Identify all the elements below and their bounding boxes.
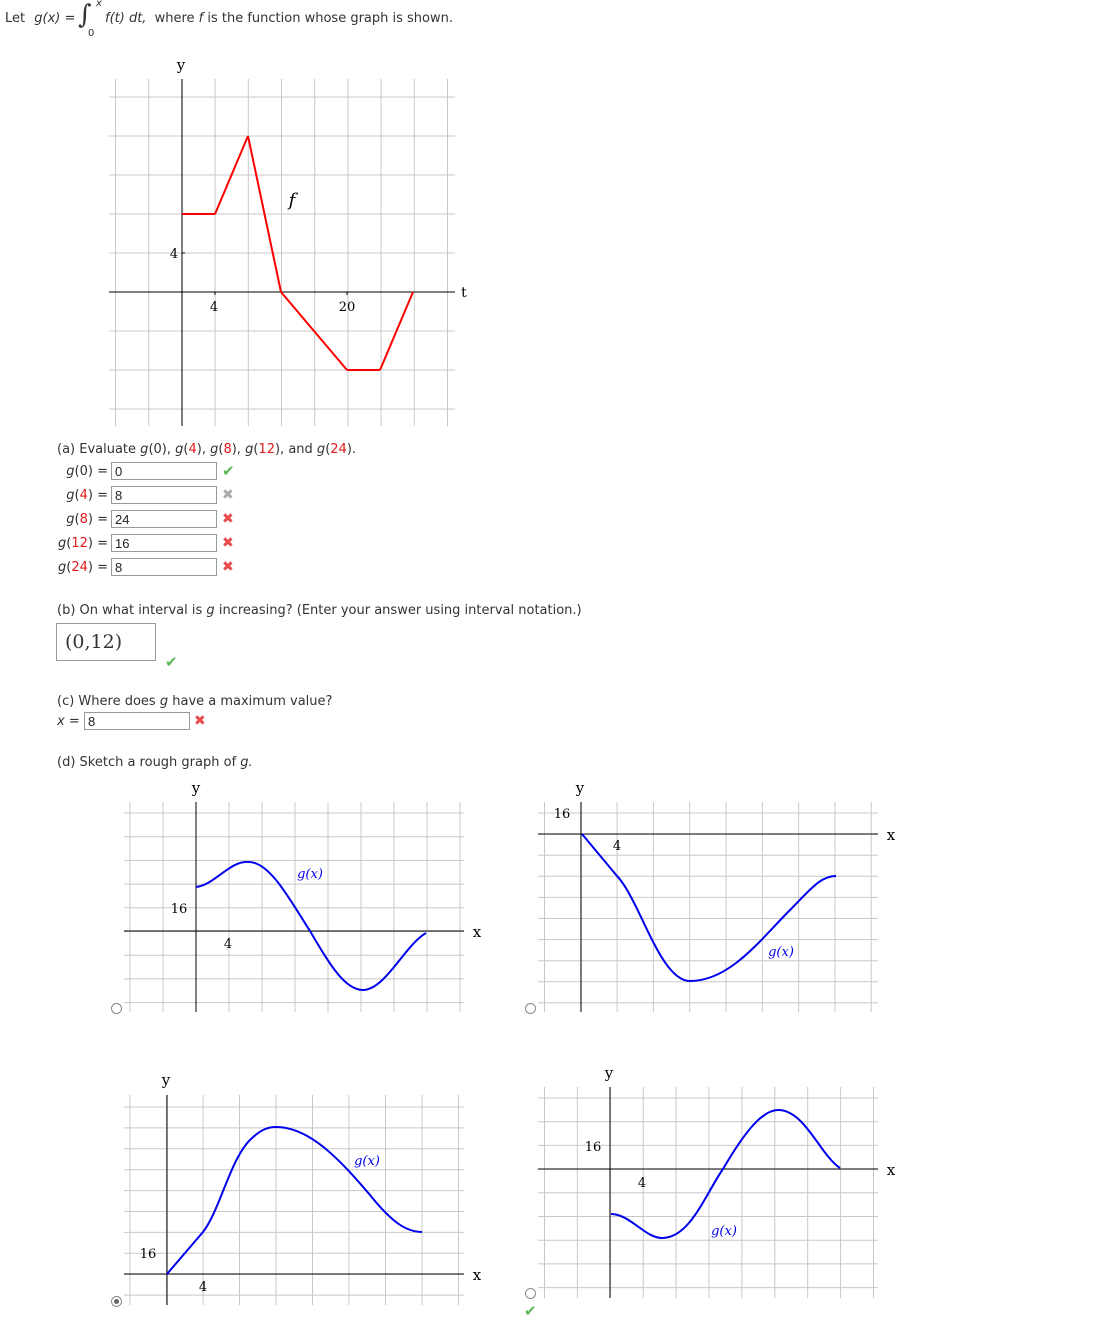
where-text: where [154,11,195,26]
f-graph [100,50,480,430]
integral-upper-limit: x [96,0,102,9]
arg: 12 [258,442,275,457]
integral-sign: ∫ [78,0,92,30]
arg: 24 [330,442,347,457]
choice-radio-2[interactable] [525,1003,536,1014]
incorrect-x-icon-gray: ✖ [222,487,234,503]
g-curve [611,1110,840,1238]
x-tick-label: 20 [338,300,356,315]
x-tick-label: 4 [198,1280,208,1295]
problem-statement [5,11,75,26]
rest-text: is the function whose graph is shown. [207,11,453,26]
let-text: Let [5,11,26,26]
choice-graph-1[interactable] [100,775,500,1025]
curve-label: g(x) [768,945,794,960]
incorrect-x-icon: ✖ [222,559,234,575]
y-axis-label: y [176,56,186,74]
part-c-prompt [57,694,332,709]
x-axis-label: x [886,1161,896,1179]
part-d-prompt [57,755,253,770]
interval-answer-box[interactable]: (0,12) [56,623,156,661]
arg: 4 [188,442,197,457]
part-b-text: (b) On what interval is [57,603,203,618]
y-tick-label: 16 [170,902,188,917]
arg: 24 [71,560,88,575]
t-axis-label: t [461,285,467,301]
arg: 0 [153,442,162,457]
part-a-prompt: (a) Evaluate g(0), g(4), g(8), g(12), and g(24). [57,442,357,457]
g4-input[interactable]: 8 [111,486,217,504]
y-axis-label: y [604,1064,614,1082]
choice-radio-4[interactable] [525,1288,536,1299]
problem-statement-rest [105,11,453,26]
g-definition: g(x) = [34,11,76,26]
f-grid [109,79,455,426]
y-tick-label: 16 [584,1140,602,1155]
x-axis-label: x [472,923,482,941]
x-tick-label: 4 [223,937,233,952]
y-axis-label: y [575,779,585,797]
g-symbol: g [206,603,215,618]
arg: 12 [71,536,88,551]
arg: 0 [79,464,88,479]
f-curve-label: f [288,190,296,211]
y-axis-label: y [191,779,201,797]
part-c-text: have a maximum value? [172,694,333,709]
correct-check-icon: ✔ [524,1302,537,1320]
choice-graph-2[interactable] [515,775,915,1025]
choice-graph-4[interactable] [515,1060,915,1325]
g12-label: g(12) = [58,536,108,551]
g24-label: g(24) = [58,560,108,575]
part-d-text: (d) Sketch a rough graph of [57,755,237,770]
g8-label: g(8) = [66,512,108,527]
part-c-text: (c) Where does [57,694,156,709]
x-axis-label: x [886,826,896,844]
part-b-text: increasing? (Enter your answer using interval notation.) [218,603,582,618]
incorrect-x-icon: ✖ [222,511,234,527]
arg: 8 [79,512,88,527]
y-axis-label: y [161,1071,171,1089]
x-axis-label: x [472,1266,482,1284]
incorrect-x-icon: ✖ [194,713,206,729]
x-tick-label: 4 [209,300,219,315]
g0-input[interactable]: 0 [111,462,217,480]
and-text: and [288,442,313,457]
f-symbol: f [198,11,204,26]
max-x-input[interactable]: 8 [84,712,190,730]
part-a-prefix: (a) Evaluate [57,442,137,457]
y-tick-label: 4 [169,247,179,262]
curve-label: g(x) [711,1224,737,1239]
correct-check-icon: ✔ [165,653,178,671]
x-tick-label: 4 [612,839,622,854]
integral-lower-limit: 0 [88,28,95,39]
x-tick-label: 4 [637,1176,647,1191]
g24-input[interactable]: 8 [111,558,217,576]
curve-label: g(x) [297,867,323,882]
choice-radio-3-selected[interactable] [111,1296,122,1307]
x-equals-label: x = [57,714,80,729]
correct-check-icon: ✔ [222,462,235,480]
curve-label: g(x) [354,1154,380,1169]
y-tick-label: 16 [553,807,571,822]
g0-label: g(0) = [66,464,108,479]
g-symbol: g. [240,755,253,770]
incorrect-x-icon: ✖ [222,535,234,551]
g8-input[interactable]: 24 [111,510,217,528]
arg: 4 [79,488,88,503]
choice-radio-1[interactable] [111,1003,122,1014]
g-symbol: g [159,694,169,709]
arg: 8 [223,442,232,457]
integrand: f(t) dt, [105,11,147,26]
g-curve [582,834,836,981]
choice-graph-3[interactable] [100,1065,500,1320]
g12-input[interactable]: 16 [111,534,217,552]
part-b-prompt [57,603,582,618]
g4-label: g(4) = [66,488,108,503]
y-tick-label: 16 [139,1247,157,1262]
